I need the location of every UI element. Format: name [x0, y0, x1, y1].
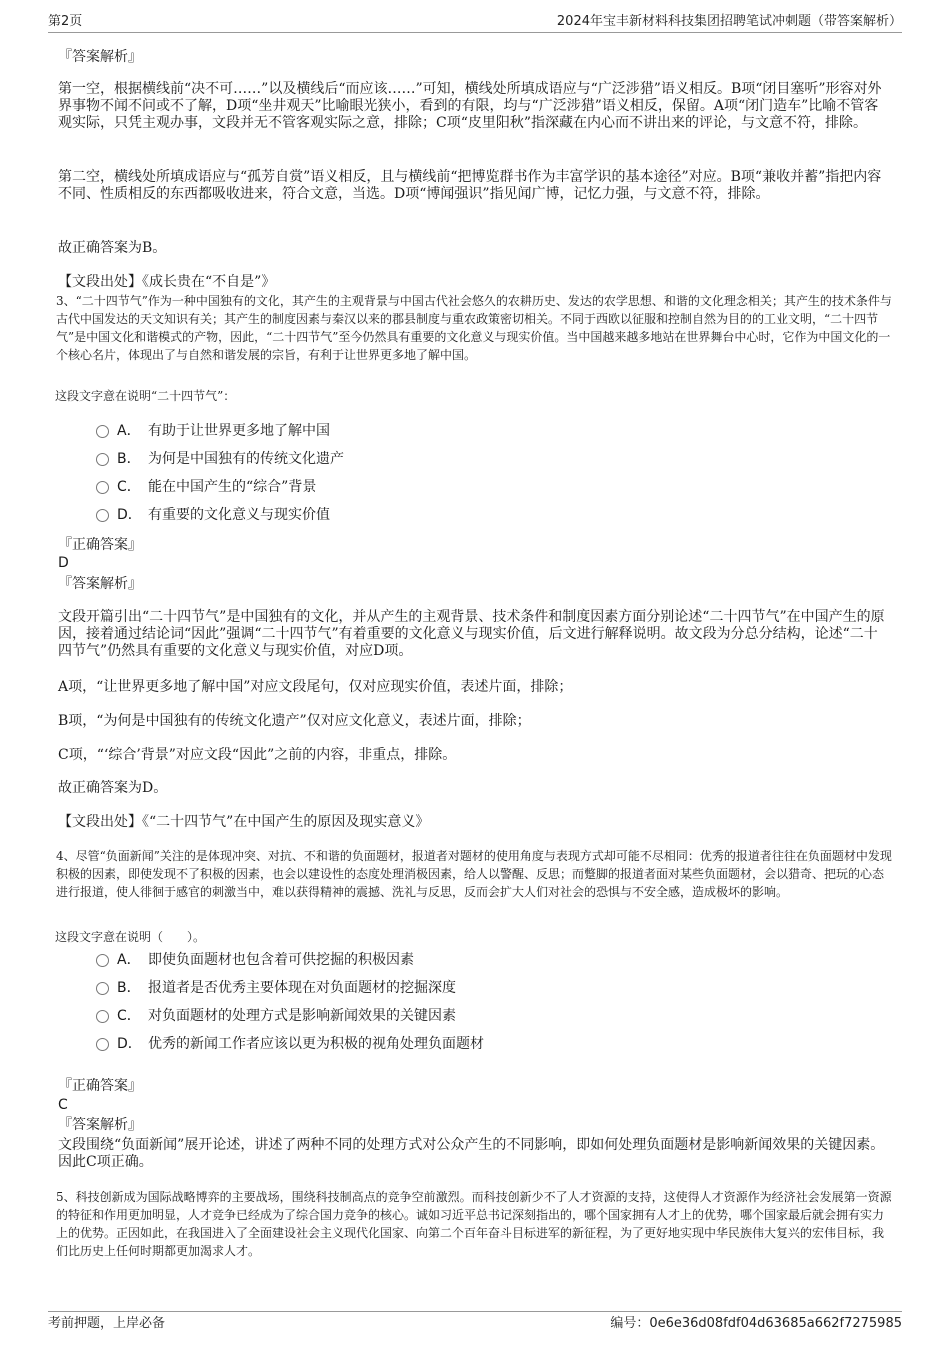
q4-stem: 这段文字意在说明（ ）。 [55, 930, 206, 944]
option-label: A． [117, 952, 141, 968]
q3-stem: 这段文字意在说明“二十四节气”： [55, 389, 236, 403]
q3-correct-tag: 『正确答案』 [58, 537, 142, 553]
q3-analysis-option-b: B项，“为何是中国独有的传统文化遗产”仅对应文化意义，表述片面，排除； [58, 713, 531, 729]
option-label: D． [117, 507, 142, 523]
q3-correct-answer: D [58, 555, 69, 571]
radio-button[interactable] [96, 481, 109, 494]
radio-button[interactable] [96, 453, 109, 466]
q4-correct-tag: 『正确答案』 [58, 1078, 142, 1094]
q4-analysis-paragraph: 文段围绕“负面新闻”展开论述，讲述了两种不同的处理方式对公众产生的不同影响，即如何处理负面题材是影响新闻效果的关键因素。因此C项正确。 [58, 1137, 885, 1170]
q3-passage: 3、“二十四节气”作为一种中国独有的文化，其产生的主观背景与中国古代社会悠久的农耕历史、发达的农学思想、和谐的文化理念相关；其产生的技术条件与古代中国发达的天文知识有关；其产生的制度因素与秦汉以来的郡县制度与重农政策密切相关。不同于西欧以征服和控制自然为目的的工业文明，“二十四节气”是中国文化和谐模式的产物，因此，“二十四节气”至今仍然具有重要的文化意义与现实价值。当中国越来越多地站在世界舞台中心时，它作为中国文化的一个核心名片，体现出了与自然和谐发展的宗旨，有利于让世界更多地了解中国。 [56, 294, 892, 362]
q3-source: 【文段出处】《“二十四节气”在中国产生的原因及现实意义》 [58, 814, 430, 830]
q2-conclusion: 故正确答案为B。 [58, 240, 167, 256]
option-text: 有重要的文化意义与现实价值 [148, 507, 330, 523]
q5-passage: 5、科技创新成为国际战略博弈的主要战场，围绕科技制高点的竞争空前激烈。而科技创新少不了人才资源的支持，这使得人才资源作为经济社会发展第一资源的特征和作用更加明显，人才竞争已经成为了综合国力竞争的核心。诚如习近平总书记深刻指出的，哪个国家拥有人才上的优势，哪个国家最后就会拥有实力上的优势。正因如此，在我国进入了全面建设社会主义现代化国家、向第二个百年奋斗目标进军的新征程，为了更好地实现中华民族伟大复兴的宏伟目标，我们比历史上任何时期都更加渴求人才。 [56, 1190, 892, 1258]
radio-button[interactable] [96, 509, 109, 522]
q2-analysis-paragraph-1: 第一空，根据横线前“决不可……”以及横线后“而应该……”可知，横线处所填成语应与“广泛涉猎”语义相反。B项“闭目塞听”形容对外界事物不闻不问或不了解，D项“坐井观天”比喻眼光狭小，看到的有限，均与“广泛涉猎”语义相反，保留。A项“闭门造车”比喻不管客观实际，只凭主观办事，文段并无不管客观实际之意，排除；C项“皮里阳秋”指深藏在内心而不讲出来的评论，与文意不符，排除。 [58, 81, 882, 131]
q3-analysis-option-a: A项，“让世界更多地了解中国”对应文段尾句，仅对应现实价值，表述片面，排除； [58, 679, 573, 695]
option-text: 为何是中国独有的传统文化遗产 [148, 451, 344, 467]
option-label: A． [117, 423, 141, 439]
q2-analysis-paragraph-2: 第二空，横线处所填成语应与“孤芳自赏”语义相反，且与横线前“把博览群书作为丰富学识的基本途径”对应。B项“兼收并蓄”指把内容不同、性质相反的东西都吸收进来，符合文意，当选。D项“博闻强识”指见闻广博，记忆力强，与文意不符，排除。 [58, 169, 882, 202]
q3-analysis-option-c: C项，“‘综合’背景”对应文段“因此”之前的内容，非重点，排除。 [58, 747, 457, 763]
radio-button[interactable] [96, 982, 109, 995]
radio-button[interactable] [96, 954, 109, 967]
q2-analysis-tag: 『答案解析』 [58, 49, 142, 65]
page-number: 第2页 [48, 14, 83, 29]
option-label: B． [117, 980, 141, 996]
q4-passage: 4、尽管“负面新闻”关注的是体现冲突、对抗、不和谐的负面题材，报道者对题材的使用角度与表现方式却可能不尽相同：优秀的报道者往往在负面题材中发现积极的因素，即使发现不了积极的因素，也会以建设性的态度处理消极因素，给人以警醒、反思；而蹩脚的报道者面对某些负面题材，会以猎奇、把玩的心态进行报道，使人徘徊于感官的刺激当中，难以获得精神的震撼、洗礼与反思，反而会扩大人们对社会的恐惧与不安全感，造成极坏的影响。 [56, 849, 892, 899]
option-label: B． [117, 451, 141, 467]
radio-button[interactable] [96, 425, 109, 438]
option-text: 即使负面题材也包含着可供挖掘的积极因素 [148, 952, 414, 968]
document-title: 2024年宝丰新材料科技集团招聘笔试冲刺题（带答案解析） [556, 14, 902, 29]
option-text: 优秀的新闻工作者应该以更为积极的视角处理负面题材 [148, 1036, 484, 1052]
option-text: 报道者是否优秀主要体现在对负面题材的挖掘深度 [148, 980, 456, 996]
option-label: C． [117, 1008, 141, 1024]
q3-conclusion: 故正确答案为D。 [58, 780, 168, 796]
radio-button[interactable] [96, 1038, 109, 1051]
option-label: D． [117, 1036, 142, 1052]
document-code: 编号：0e6e36d08fdf04d63685a662f7275985 [610, 1316, 902, 1331]
q3-analysis-paragraph: 文段开篇引出“二十四节气”是中国独有的文化，并从产生的主观背景、技术条件和制度因素方面分别论述“二十四节气”在中国产生的原因，接着通过结论词“因此”强调“二十四节气”有着重要的文化意义与现实价值，后文进行解释说明。故文段为分总分结构，论述“二十四节气”仍然具有重要的文化意义与现实价值，对应D项。 [58, 609, 885, 659]
option-text: 对负面题材的处理方式是影响新闻效果的关键因素 [148, 1008, 456, 1024]
q3-analysis-tag: 『答案解析』 [58, 576, 142, 592]
footer-slogan: 考前押题，上岸必备 [48, 1316, 166, 1331]
page-footer [48, 1311, 902, 1334]
q2-source: 【文段出处】《成长贵在“不自是”》 [58, 274, 276, 290]
option-label: C． [117, 479, 141, 495]
option-text: 能在中国产生的“综合”背景 [148, 479, 317, 495]
q4-correct-answer: C [58, 1097, 68, 1113]
option-text: 有助于让世界更多地了解中国 [148, 423, 330, 439]
page-header [48, 12, 902, 33]
q4-analysis-tag: 『答案解析』 [58, 1117, 142, 1133]
radio-button[interactable] [96, 1010, 109, 1023]
